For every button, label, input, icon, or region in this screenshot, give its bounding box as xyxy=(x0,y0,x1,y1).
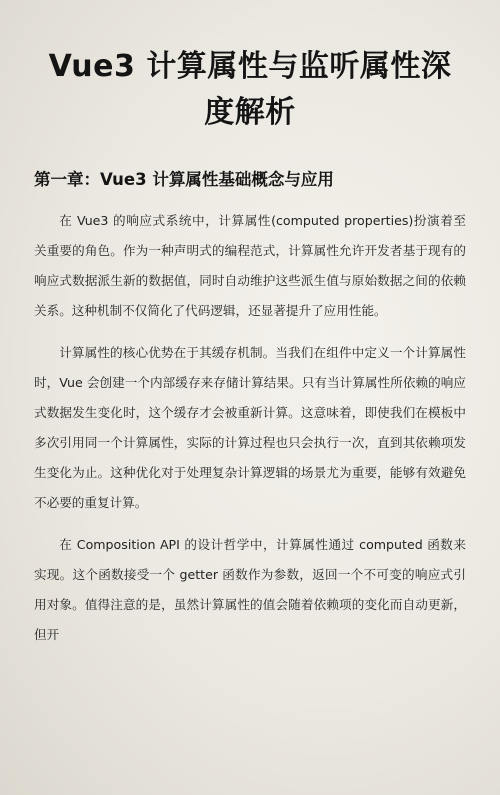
paragraph-2: 计算属性的核心优势在于其缓存机制。当我们在组件中定义一个计算属性时，Vue 会创建一个内部缓存来存储计算结果。只有当计算属性所依赖的响应式数据发生变化时，这个缓存才会被重新计算。这意味着，即使我们在模板中多次引用同一个计算属性，实际的计算过程也只会执行一次，直到其依赖项发生变化为止。这种优化对于处理复杂计算逻辑的场景尤为重要，能够有效避免不必要的重复计算。 xyxy=(34,345,466,510)
paragraph-3: 在 Composition API 的设计哲学中，计算属性通过 computed 函数来实现。这个函数接受一个 getter 函数作为参数，返回一个不可变的响应式引用对象。值得注意的是，虽然计算属性的值会随着依赖项的变化而自动更新，但开 xyxy=(34,537,466,642)
paragraph-1: 在 Vue3 的响应式系统中，计算属性(computed properties)扮演着至关重要的角色。作为一种声明式的编程范式，计算属性允许开发者基于现有的响应式数据派生新的数据值，同时自动维护这些派生值与原始数据之间的依赖关系。这种机制不仅简化了代码逻辑，还显著提升了应用性能。 xyxy=(34,213,466,318)
chapter-heading: 第一章：Vue3 计算属性基础概念与应用 xyxy=(34,170,334,189)
document-title: Vue3 计算属性与监听属性深度解析 xyxy=(48,49,452,130)
